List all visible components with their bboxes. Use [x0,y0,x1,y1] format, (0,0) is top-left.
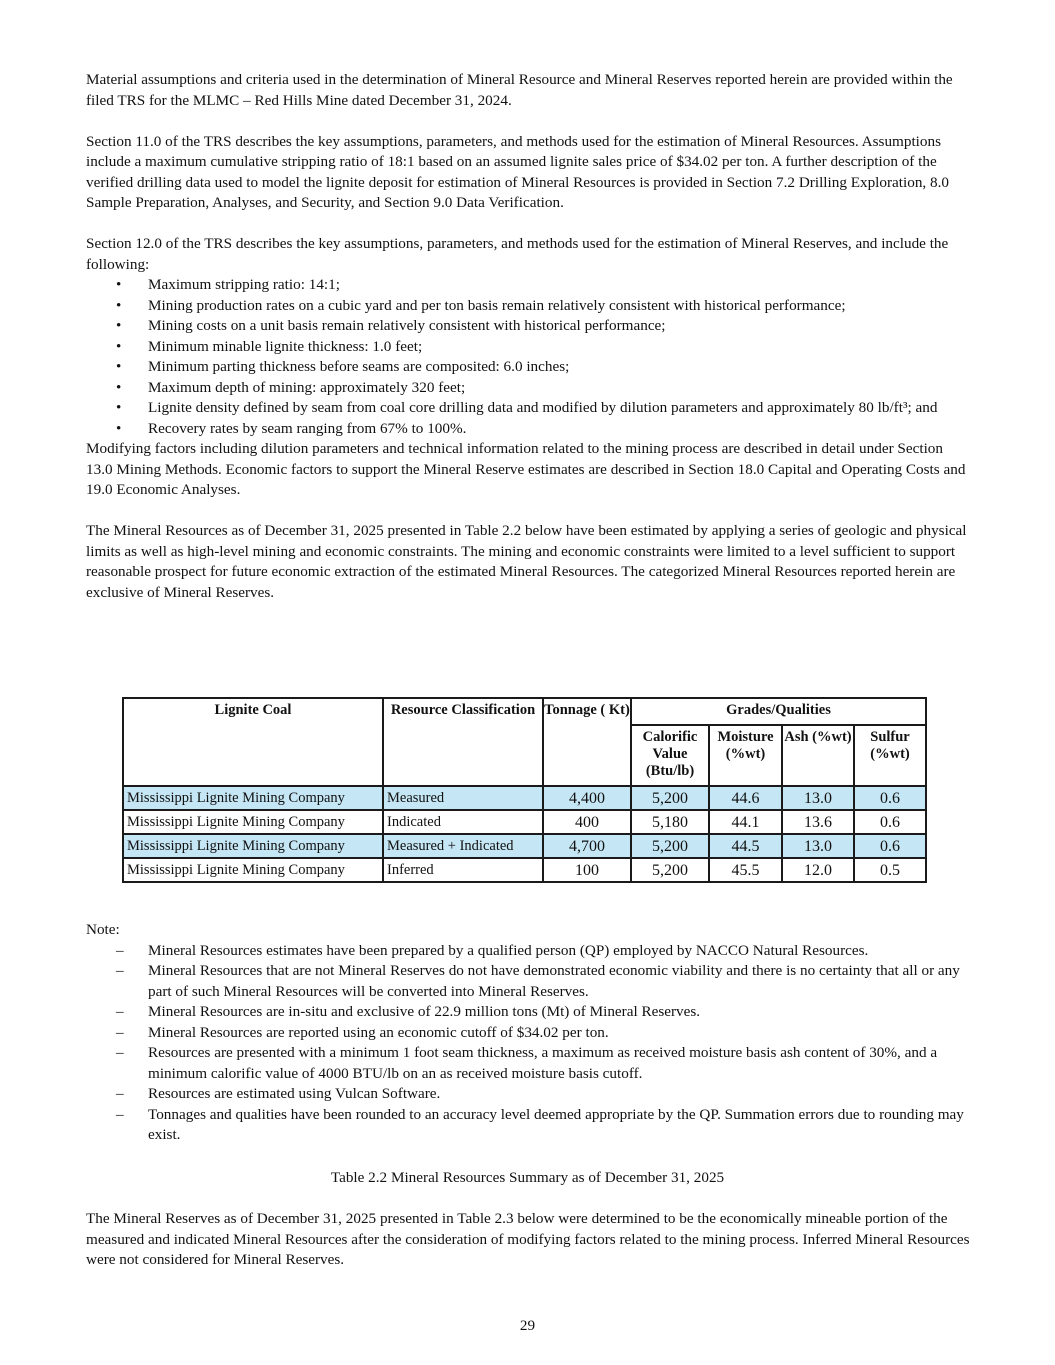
dash-icon: – [116,941,124,959]
dash-icon: – [116,1003,124,1020]
bullet-icon: • [116,358,122,375]
table-row: Mississippi Lignite Mining Company Indicated 400 5,180 44.1 13.6 0.6 [123,810,926,834]
reserve-criteria-list [86,275,971,439]
paragraph-section-12: Section 12.0 of the TRS describes the key assumptions, parameters, and methods used for the estimation of Mineral Reserves, and include the following: [86,235,949,273]
list-item: – Mineral Resources are in-situ and exclusive of 22.9 million tons (Mt) of Mineral Reserves. [86,1002,971,1023]
bullet-icon: • [116,399,122,416]
bullet-icon: • [116,276,122,293]
header-grades-qualities: Grades/Qualities [631,698,926,725]
mineral-resources-table [122,697,927,883]
bullet-icon: • [116,378,122,396]
list-item: – Mineral Resources that are not Mineral Reserves do not have demonstrated economic viability and there is no certainty that all or any part of such Mineral Resources will be converted into Mineral Reserves. [116,962,960,1000]
header-calorific: Calorific Value (Btu/lb) [631,725,709,786]
dash-icon: – [116,1085,124,1102]
list-item: • Maximum stripping ratio: 14:1; [86,275,971,296]
dash-icon: – [116,1044,124,1061]
bullet-icon: • [116,337,122,355]
paragraph-section-11: Section 11.0 of the TRS describes the key assumptions, parameters, and methods used for the estimation of Mineral Resources. Assumptions include a maximum cumulative stripping ratio of 18:1 based on an assumed lignite sales price of $34.02 per ton. A further description of the verified drilling data used to model the lignite deposit for estimation of Mineral Resources is provided in Section 7.2 Drilling Exploration, 8.0 Sample Preparation, Analyses, and Security, and Section 9.0 Data Verification. [86,132,949,211]
bullet-icon: • [116,419,122,437]
header-resource-classification: Resource Classification [383,698,543,786]
list-item: • Minimum parting thickness before seams are composited: 6.0 inches; [86,357,971,378]
table-caption: Table 2.2 Mineral Resources Summary as of December 31, 2025 [330,1169,725,1186]
table-row: Mississippi Lignite Mining Company Measured + Indicated 4,700 5,200 44.5 13.0 0.6 [123,834,926,858]
paragraph-mineral-resources: The Mineral Resources as of December 31, 2025 presented in Table 2.2 below have been estimated by applying a series of geologic and physical limits as well as high-level mining and economic constraints. The mining and economic constraints were limited to a level sufficient to support reasonable prospect for future economic extraction of the estimated Mineral Resources. The categorized Mineral Resources reported herein are exclusive of Mineral Reserves. [86,522,967,601]
header-sulfur: Sulfur (%wt) [854,725,926,786]
list-item: • Minimum minable lignite thickness: 1.0 feet; [86,337,971,358]
list-item: – Mineral Resources estimates have been prepared by a qualified person (QP) employed by NACCO Natural Resources. [86,941,971,962]
page-number: 29 [519,1317,536,1334]
notes-list [86,941,971,1146]
header-lignite-coal: Lignite Coal [123,698,383,786]
header-moisture: Moisture (%wt) [709,725,782,786]
paragraph-mineral-reserves: The Mineral Reserves as of December 31, 2025 presented in Table 2.3 below were determined to be the economically mineable portion of the measured and indicated Mineral Resources after the consideration of modifying factors related to the mining process. Inferred Mineral Resources were not considered for Mineral Reserves. [86,1210,970,1268]
header-tonnage: Tonnage ( Kt) [543,698,631,786]
list-item: – Resources are presented with a minimum 1 foot seam thickness, a maximum as received moisture basis ash content of 30%, and a minimum calorific value of 4000 BTU/lb on an as received moisture basis cutoff. [116,1044,938,1082]
note-label: Note: [86,921,120,938]
bullet-icon: • [116,296,122,314]
dash-icon: – [116,962,124,979]
table-notes [86,920,971,1146]
dash-icon: – [116,1105,124,1123]
list-item: • Maximum depth of mining: approximately 320 feet; [86,378,971,399]
paragraph-modifying-factors: Modifying factors including dilution parameters and technical information related to the mining process are described in detail under Section 13.0 Mining Methods. Economic factors to support the Mineral Reserve estimates are described in Section 18.0 Capital and Operating Costs and 19.0 Economic Analyses. [86,440,966,498]
list-item: • Recovery rates by seam ranging from 67% to 100%. [86,419,971,440]
dash-icon: – [116,1023,124,1041]
list-item: • Lignite density defined by seam from coal core drilling data and modified by dilution parameters and approximately 80 lb/ft³; and [86,398,971,419]
header-ash: Ash (%wt) [782,725,854,786]
table-row: Mississippi Lignite Mining Company Inferred 100 5,200 45.5 12.0 0.5 [123,858,926,882]
list-item: • Mining costs on a unit basis remain relatively consistent with historical performance; [86,316,971,337]
table-row: Mississippi Lignite Mining Company Measured 4,400 5,200 44.6 13.0 0.6 [123,786,926,810]
list-item: – Mineral Resources are reported using an economic cutoff of $34.02 per ton. [86,1023,971,1044]
list-item: – Tonnages and qualities have been rounded to an accuracy level deemed appropriate by the QP. Summation errors due to rounding may exist. [116,1105,964,1143]
list-item: – Resources are estimated using Vulcan Software. [86,1084,971,1105]
paragraph-assumptions: Material assumptions and criteria used in the determination of Mineral Resource and Mineral Reserves reported herein are provided within the filed TRS for the MLMC – Red Hills Mine dated December 31, 2024. [86,71,953,109]
bullet-icon: • [116,317,122,334]
list-item: • Mining production rates on a cubic yard and per ton basis remain relatively consistent with historical performance; [86,296,971,317]
document-body [86,70,971,603]
